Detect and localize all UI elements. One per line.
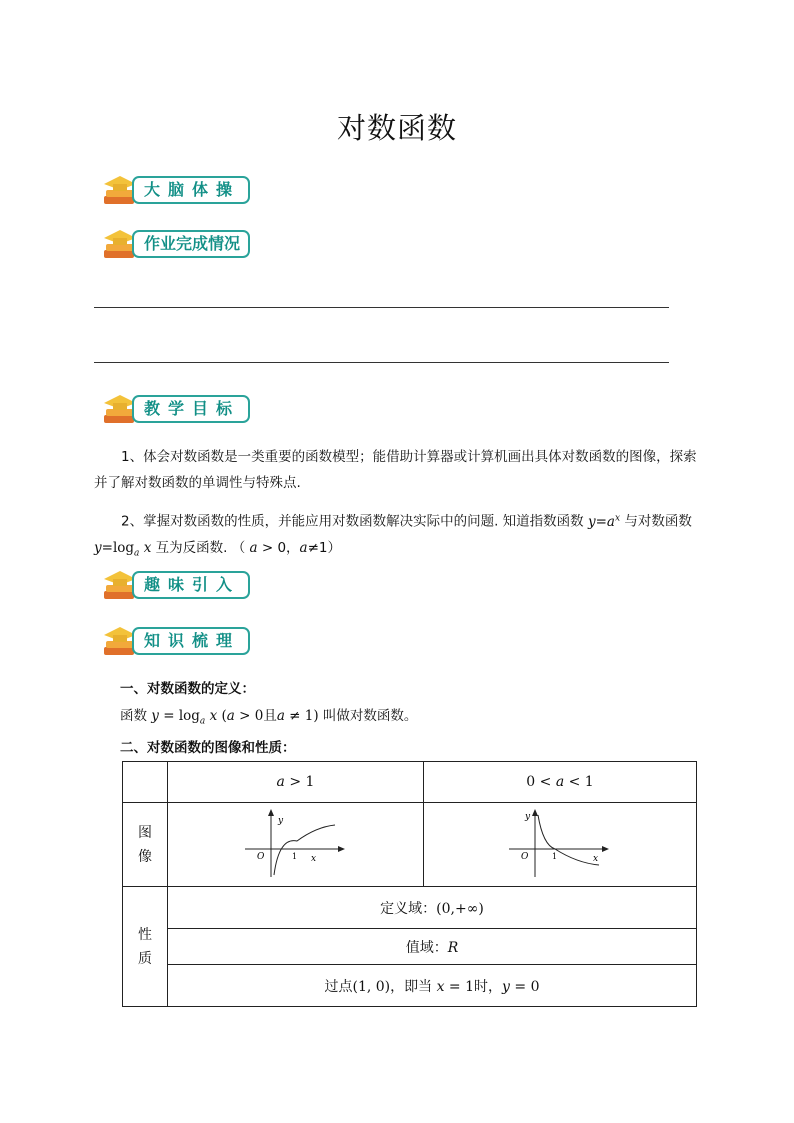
goal-item-1: 1、体会对数函数是一类重要的函数模型；能借助计算器或计算机画出具体对数函数的图像，探索并了解对数函数的单调性与特殊点. — [94, 449, 697, 491]
svg-text:x: x — [593, 853, 599, 864]
badge-label: 大脑体操 — [132, 176, 250, 204]
badge-label: 知识梳理 — [132, 627, 250, 655]
row-label-image: 图 像 — [123, 803, 168, 887]
graph-decreasing-cell — [424, 803, 697, 887]
svg-text:1: 1 — [552, 851, 558, 861]
section-badge-intro — [100, 567, 260, 607]
table-corner-cell — [123, 762, 168, 803]
exp-function-formula: $y=a^x$ — [587, 513, 621, 530]
graph-log-increasing — [241, 807, 351, 879]
property-range: 值域：R — [168, 929, 697, 965]
log-function-properties-table — [122, 761, 697, 1007]
svg-text:O: O — [256, 851, 264, 862]
answer-line-1 — [94, 307, 669, 308]
badge-label: 作业完成情况 — [132, 230, 250, 258]
graph-properties-heading: 二、对数函数的图像和性质： — [120, 740, 296, 756]
page-title: 对数函数 — [336, 111, 457, 145]
section-badge-goals — [100, 391, 260, 431]
definition-heading: 一、对数函数的定义： — [120, 681, 255, 697]
svg-text:x: x — [310, 853, 316, 864]
answer-line-2 — [94, 362, 669, 363]
header-a-between-0-1: 0 < a < 1 — [424, 762, 697, 803]
header-a-greater-1: a > 1 — [168, 762, 424, 803]
section-badge-knowledge — [100, 623, 260, 663]
section-badge-homework — [100, 226, 260, 266]
definition-text: 函数 $y = \log_a x$ (a > 0且a ≠ 1) 叫做对数函数。 — [120, 708, 418, 727]
badge-label: 趣味引入 — [132, 571, 250, 599]
graph-increasing-cell — [168, 803, 424, 887]
property-domain: 定义域：(0,+∞) — [168, 887, 697, 929]
log-function-formula: y — [94, 539, 102, 556]
badge-label: 教学目标 — [132, 395, 250, 423]
section-badge-warmup — [100, 172, 260, 212]
svg-text:y: y — [277, 815, 283, 826]
goal-item-2: 2、掌握对数函数的性质，并能应用对数函数解决实际中的问题. 知道指数函数 $y=a^x$ 与对数函数$y=\log_a$ x 互为反函数. （ a > 0，a≠1） — [94, 513, 692, 559]
svg-text:O: O — [521, 851, 529, 862]
svg-text:y: y — [525, 811, 531, 822]
graph-log-decreasing — [505, 807, 615, 879]
row-label-properties: 性 质 — [123, 887, 168, 1007]
property-fixed-point: 过点(1, 0)，即当 x = 1时，y = 0 — [168, 965, 697, 1007]
svg-text:1: 1 — [291, 851, 297, 861]
